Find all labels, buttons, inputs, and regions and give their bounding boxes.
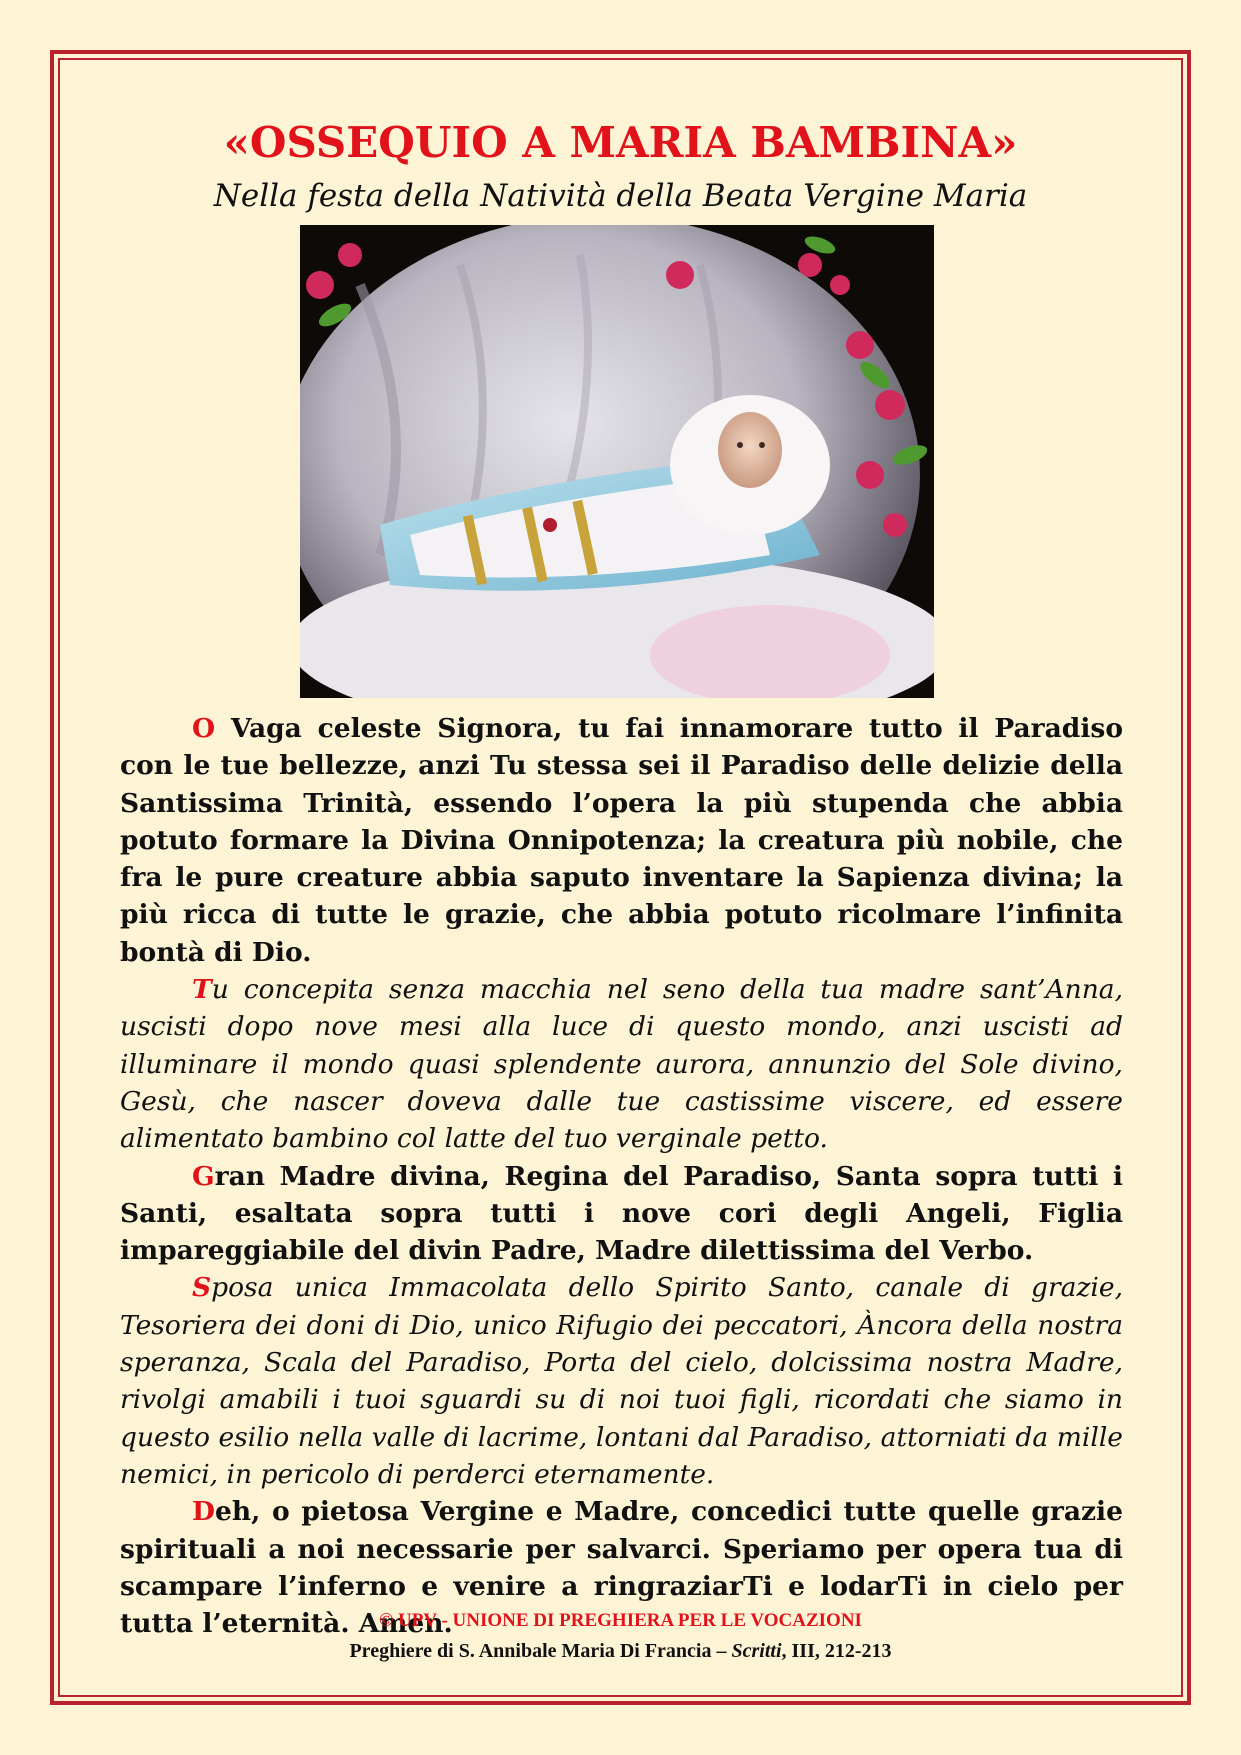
paragraph-initial: G bbox=[192, 1160, 215, 1192]
citation-suffix: , III, 212-213 bbox=[781, 1640, 892, 1662]
prayer-paragraph bbox=[120, 971, 1123, 1157]
paragraph-text: u concepita senza macchia nel seno della tua madre sant’Anna, uscisti dopo nove mesi alla luce di questo mondo, anzi uscisti ad illuminare il mondo quasi splendente aurora, annunzio del Sole divino, Gesù, che nascer doveva dalle tue castissime viscere, ed essere alimentato bambino col latte del tuo verginale petto. bbox=[120, 974, 1123, 1155]
paragraph-text: Vaga celeste Signora, tu fai innamorare tutto il Paradiso con le tue bellezze, anzi Tu stessa sei il Paradiso delle delizie della Santissima Trinità, essendo l’opera la più stupenda che abbia potuto formare la Divina Onnipotenza; la creatura più nobile, che fra le pure creature abbia saputo inventare la Sapienza divina; la più ricca di tutte le grazie, che abbia potuto ricolmare l’infinita bontà di Dio. bbox=[120, 713, 1123, 968]
paragraph-initial: T bbox=[192, 974, 212, 1006]
source-citation bbox=[0, 1640, 1241, 1663]
prayer-paragraph bbox=[120, 1158, 1123, 1270]
paragraph-initial: S bbox=[192, 1272, 212, 1304]
copyright-line: © UPV - UNIONE DI PREGHIERA PER LE VOCAZIONI bbox=[379, 1610, 862, 1631]
citation-prefix: Preghiere di S. Annibale Maria Di Francia – bbox=[349, 1640, 732, 1662]
paragraph-text: posa unica Immacolata dello Spirito Santo, canale di grazie, Tesoriera dei doni di Dio, unico Rifugio dei peccatori, Àncora della nostra speranza, Scala del Paradiso, Porta del cielo, dolcissima nostra Madre, rivolgi amabili i tuoi sguardi su di noi tuoi figli, ricordati che siamo in questo esilio nella valle di lacrime, lontani dal Paradiso, attorniati da mille nemici, in pericolo di perderci eternamente. bbox=[120, 1272, 1123, 1490]
page-subtitle: Nella festa della Natività della Beata Vergine Maria bbox=[213, 178, 1028, 214]
maria-bambina-photo bbox=[300, 225, 934, 698]
prayer-paragraph bbox=[120, 710, 1123, 971]
paragraph-text: ran Madre divina, Regina del Paradiso, Santa sopra tutti i Santi, esaltata sopra tutti i nove cori degli Angeli, Figlia impareggiabile del divin Padre, Madre dilettissima del Verbo. bbox=[120, 1160, 1123, 1267]
paragraph-text: eh, o pietosa Vergine e Madre, concedici tutte quelle grazie spirituali a noi necessarie per salvarci. Speriamo per opera tua di scampare l’inferno e venire a ringraziarTi e lodarTi in cielo per tutta l’eternità. Amen. bbox=[120, 1496, 1123, 1640]
paragraph-initial: O bbox=[192, 713, 216, 744]
prayer-body bbox=[120, 710, 1123, 1642]
page-title: «OSSEQUIO A MARIA BAMBINA» bbox=[223, 118, 1018, 167]
paragraph-initial: D bbox=[192, 1496, 215, 1528]
prayer-paragraph bbox=[120, 1269, 1123, 1493]
citation-title: Scritti bbox=[731, 1640, 782, 1662]
